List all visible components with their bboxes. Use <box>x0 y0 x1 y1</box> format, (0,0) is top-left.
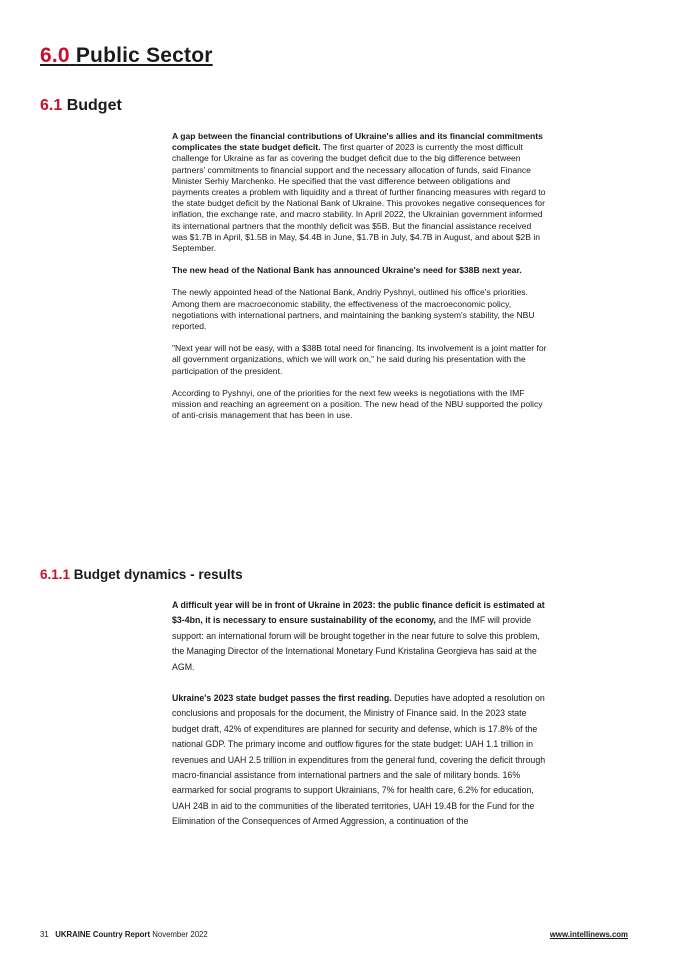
lead-bold: Ukraine's 2023 state budget passes the first reading. <box>172 693 392 704</box>
subsection-number: 6.1 <box>40 97 63 114</box>
section-title: Public Sector <box>75 44 213 67</box>
lead-bold: A gap between the financial contributions of Ukraine's allies and its financial commitments complicates the state budget deficit. <box>172 131 543 153</box>
report-date: November 2022 <box>152 930 208 939</box>
budget-body <box>172 131 548 432</box>
lead-bold: A difficult year will be in front of Ukraine in 2023: the public finance deficit is estimated at $3-4bn, it is necessary to ensure sustainability of the economy, <box>172 600 545 626</box>
page-number: 31 <box>40 930 49 939</box>
paragraph: A gap between the financial contributions of Ukraine's allies and its financial commitments complicates the state budget deficit. The first quarter of 2023 is currently the most difficult challenge for Ukraine as far as covering the budget deficit due to the big difference between partners' commitments to financial support and the necessary allocation of funds, said Finance Minister Serhiy Marchenko. He specified that the vast difference between obligations and payments creates a problem with liquidity and a threat of further financing measures with regard to the state budget deficit by the National Bank of Ukraine. This provokes negative consequences for inflation, the exchange rate, and macro stability. In April 2022, the Ukrainian government informed its international partners that the monthly deficit was $5B. But the financial assistance received was $1.7B in April, $1.5B in May, $4.4B in June, $1.7B in July, $4.7B in August, and about $2B in September. <box>172 131 546 254</box>
website-link[interactable]: www.intellinews.com <box>549 930 628 939</box>
paragraph: Ukraine's 2023 state budget passes the first reading. Deputies have adopted a resolution on conclusions and proposals for the document, the Ministry of Finance said. In the 2023 state budget draft, 42% of expenditures are planned for security and defense, which is 17.8% of the national GDP. The primary income and outflow figures for the state budget: UAH 1.1 trillion in revenues and UAH 2.5 trillion in expenditures from the general fund, covering the deficit through macro-financial assistance from international partners and the sale of military bonds. 16% earmarked for social programs to support Ukrainians, 7% for health care, 6.2% for education, UAH 24B in aid to the communities of the liberated territories, UAH 19.4B for the Fund for the Elimination of the Consequences of Armed Aggression, a continuation of the <box>172 693 546 827</box>
subsubsection-title: Budget dynamics - results <box>73 567 243 582</box>
paragraph: According to Pyshnyi, one of the priorities for the next few weeks is negotiations with the IMF mission and reaching an agreement on a position. The new head of the NBU supported the policy of anti-crisis management that has been in use. <box>172 387 543 421</box>
report-brand: UKRAINE Country Report <box>55 930 151 939</box>
section-heading <box>40 44 213 68</box>
subsection-heading <box>40 97 122 115</box>
subsection-title: Budget <box>66 97 122 114</box>
subsubsection-number: 6.1.1 <box>40 567 71 582</box>
footer-left <box>40 930 208 939</box>
lead-bold: The new head of the National Bank has announced Ukraine's need for $38B next year. <box>172 265 522 276</box>
section-number: 6.0 <box>40 44 70 67</box>
paragraph: A difficult year will be in front of Ukraine in 2023: the public finance deficit is estimated at $3-4bn, it is necessary to ensure sustainability of the economy, and the IMF will provide support: an international forum will be brought together in the near future to solve this problem, the Managing Director of the International Monetary Fund Kristalina Georgieva has said at the AGM. <box>172 600 545 672</box>
subsubsection-heading <box>40 567 243 582</box>
paragraph <box>172 265 548 276</box>
paragraph: "Next year will not be easy, with a $38B total need for financing. Its involvement is a joint matter for all government organizations, which we will work on," he said during his presentation with the participation of the president. <box>172 343 547 376</box>
paragraph: The newly appointed head of the National Bank, Andriy Pyshnyi, outlined his office's priorities. Among them are macroeconomic stability, the effectiveness of the macroeconomic policy, negotiations with international partners, and maintaining the banking system's stability, the NBU reported. <box>172 287 535 332</box>
dynamics-body <box>172 598 548 841</box>
